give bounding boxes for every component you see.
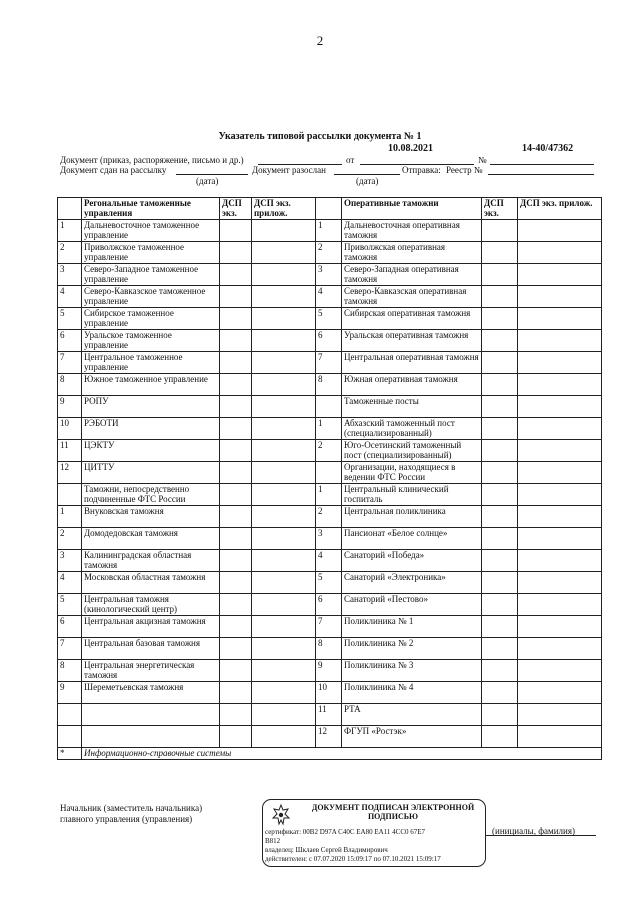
right-dsp-cell xyxy=(482,616,518,638)
table-row xyxy=(58,374,602,396)
right-num-cell: 3 xyxy=(316,528,342,550)
right-num-cell: 10 xyxy=(316,682,342,704)
left-name-cell: Северо-Кавказское таможенное управление xyxy=(82,286,220,308)
left-name-cell: Центральная акцизная таможня xyxy=(82,616,220,638)
right-name-cell: Центральный клинический госпиталь xyxy=(342,484,482,506)
left-dsp-att-cell xyxy=(252,352,316,374)
right-dsp-cell xyxy=(482,264,518,286)
right-dsp-att-cell xyxy=(518,726,602,748)
left-dsp-att-cell xyxy=(252,396,316,418)
from-label: от xyxy=(346,155,355,165)
right-dsp-cell xyxy=(482,660,518,682)
left-dsp-att-cell xyxy=(252,616,316,638)
left-dsp-cell xyxy=(220,286,252,308)
left-dsp-att-cell xyxy=(252,264,316,286)
left-dsp-cell xyxy=(220,638,252,660)
date-caption-sent: (дата) xyxy=(356,176,379,186)
left-dsp-att-cell xyxy=(252,330,316,352)
table-row xyxy=(58,418,602,440)
right-dsp-cell xyxy=(482,484,518,506)
right-dsp-att-cell xyxy=(518,572,602,594)
right-dsp-att-cell xyxy=(518,704,602,726)
left-num-cell: 9 xyxy=(58,682,82,704)
left-num-cell: 7 xyxy=(58,352,82,374)
left-num-cell: 7 xyxy=(58,638,82,660)
right-name-cell: Санаторий «Пестово» xyxy=(342,594,482,616)
right-dsp-att-header: ДСП экз. прилож. xyxy=(518,198,602,220)
left-dsp-cell xyxy=(220,220,252,242)
right-dsp-cell xyxy=(482,330,518,352)
left-num-cell: 10 xyxy=(58,418,82,440)
left-dsp-cell xyxy=(220,242,252,264)
right-name-cell: Поликлиника № 3 xyxy=(342,660,482,682)
left-name-cell: Домодедовская таможня xyxy=(82,528,220,550)
left-num-cell: 8 xyxy=(58,660,82,682)
left-dsp-cell xyxy=(220,396,252,418)
left-name-cell: ЦЭКТУ xyxy=(82,440,220,462)
table-row xyxy=(58,528,602,550)
table-row xyxy=(58,660,602,682)
left-dsp-att-cell xyxy=(252,638,316,660)
right-dsp-att-cell xyxy=(518,528,602,550)
table-row xyxy=(58,726,602,748)
left-name-cell: Северо-Западное таможенное управление xyxy=(82,264,220,286)
left-dsp-cell xyxy=(220,506,252,528)
right-dsp-att-cell xyxy=(518,242,602,264)
right-name-cell: Центральная поликлиника xyxy=(342,506,482,528)
left-dsp-cell xyxy=(220,528,252,550)
right-dsp-att-cell xyxy=(518,638,602,660)
right-dsp-att-cell xyxy=(518,550,602,572)
stamp-owner: владелец: Шклаев Сергей Владимирович xyxy=(265,846,388,854)
left-dsp-att-cell xyxy=(252,506,316,528)
right-num-header xyxy=(316,198,342,220)
left-dsp-cell xyxy=(220,352,252,374)
right-dsp-cell xyxy=(482,462,518,484)
left-num-cell xyxy=(58,484,82,506)
right-dsp-att-cell xyxy=(518,418,602,440)
document-number: 14-40/47362 xyxy=(522,143,574,154)
left-dsp-att-cell xyxy=(252,220,316,242)
right-dsp-att-cell xyxy=(518,264,602,286)
page-number: 2 xyxy=(316,33,324,48)
table-footer-row xyxy=(58,748,602,760)
left-dsp-cell xyxy=(220,374,252,396)
table-row xyxy=(58,682,602,704)
right-dsp-cell xyxy=(482,638,518,660)
right-num-cell: 4 xyxy=(316,286,342,308)
right-dsp-cell xyxy=(482,726,518,748)
right-num-cell: 3 xyxy=(316,264,342,286)
number-label: № xyxy=(478,155,487,165)
left-dsp-att-cell xyxy=(252,726,316,748)
right-num-cell: 2 xyxy=(316,242,342,264)
document-date: 10.08.2021 xyxy=(388,143,433,154)
right-name-cell: РТА xyxy=(342,704,482,726)
left-dsp-att-cell xyxy=(252,594,316,616)
right-name-cell: Санаторий «Электроника» xyxy=(342,572,482,594)
doc-type-label: Документ (приказ, распоряжение, письмо и др.) xyxy=(60,155,244,165)
right-name-cell: Абхазский таможенный пост (специализированный) xyxy=(342,418,482,440)
left-num-cell: 2 xyxy=(58,528,82,550)
left-name-cell: Московская областная таможня xyxy=(82,572,220,594)
table-row xyxy=(58,638,602,660)
left-name-cell: Центральная базовая таможня xyxy=(82,638,220,660)
right-dsp-att-cell xyxy=(518,308,602,330)
right-dsp-att-cell xyxy=(518,484,602,506)
registry-label: Реестр № xyxy=(446,165,483,175)
right-name-cell: Поликлиника № 1 xyxy=(342,616,482,638)
left-name-cell: Центральная таможня (кинологический центр) xyxy=(82,594,220,616)
submitted-label: Документ сдан на рассылку xyxy=(60,165,167,175)
table-header-row xyxy=(58,198,602,220)
left-dsp-cell xyxy=(220,616,252,638)
left-dsp-cell xyxy=(220,308,252,330)
right-dsp-att-cell xyxy=(518,286,602,308)
left-name-cell xyxy=(82,726,220,748)
right-num-cell xyxy=(316,462,342,484)
left-num-cell: 2 xyxy=(58,242,82,264)
right-dsp-cell xyxy=(482,528,518,550)
left-name-cell: Сибирское таможенное управление xyxy=(82,308,220,330)
sent-line xyxy=(334,174,400,175)
right-dsp-cell xyxy=(482,308,518,330)
right-num-cell: 1 xyxy=(316,220,342,242)
left-name-cell: Центральная энергетическая таможня xyxy=(82,660,220,682)
right-name-cell: Дальневосточная оперативная таможня xyxy=(342,220,482,242)
right-dsp-cell xyxy=(482,440,518,462)
right-num-cell: 7 xyxy=(316,352,342,374)
right-dsp-cell xyxy=(482,374,518,396)
right-num-cell: 5 xyxy=(316,572,342,594)
footer-mark: * xyxy=(58,748,82,760)
stamp-validity: действителен: с 07.07.2020 15:09:17 по 07.10.2021 15:09:17 xyxy=(265,855,441,863)
left-dsp-cell xyxy=(220,330,252,352)
sent-label: Документ разослан xyxy=(252,165,326,175)
left-dsp-att-cell xyxy=(252,682,316,704)
left-dsp-cell xyxy=(220,462,252,484)
left-dsp-att-cell xyxy=(252,374,316,396)
right-dsp-att-cell xyxy=(518,374,602,396)
stamp-cert-cont: B812 xyxy=(265,837,281,845)
right-name-cell: Северо-Западная оперативная таможня xyxy=(342,264,482,286)
left-name-cell: Уральское таможенное управление xyxy=(82,330,220,352)
left-num-cell xyxy=(58,726,82,748)
left-num-cell: 1 xyxy=(58,506,82,528)
table-row xyxy=(58,352,602,374)
right-num-cell: 9 xyxy=(316,660,342,682)
left-dsp-att-cell xyxy=(252,462,316,484)
right-name-cell: Центральная оперативная таможня xyxy=(342,352,482,374)
left-num-cell: 1 xyxy=(58,220,82,242)
right-num-cell: 12 xyxy=(316,726,342,748)
left-name-cell xyxy=(82,704,220,726)
left-name-cell: Южное таможенное управление xyxy=(82,374,220,396)
right-num-cell: 7 xyxy=(316,616,342,638)
right-name-cell: Поликлиника № 4 xyxy=(342,682,482,704)
table-row xyxy=(58,462,602,484)
left-num-cell: 5 xyxy=(58,308,82,330)
right-name-cell: Пансионат «Белое солнце» xyxy=(342,528,482,550)
right-dsp-header: ДСП экз. xyxy=(482,198,518,220)
table-row xyxy=(58,704,602,726)
right-name-cell: ФГУП «Ростэк» xyxy=(342,726,482,748)
left-dsp-att-cell xyxy=(252,660,316,682)
table-row xyxy=(58,330,602,352)
right-name-header: Оперативные таможни xyxy=(342,198,482,220)
right-dsp-att-cell xyxy=(518,440,602,462)
right-name-cell: Сибирская оперативная таможня xyxy=(342,308,482,330)
table-row xyxy=(58,440,602,462)
table-row xyxy=(58,396,602,418)
right-dsp-att-cell xyxy=(518,616,602,638)
emblem-icon xyxy=(269,803,293,827)
left-dsp-att-cell xyxy=(252,704,316,726)
table-row xyxy=(58,220,602,242)
right-num-cell xyxy=(316,396,342,418)
left-dsp-cell xyxy=(220,704,252,726)
right-dsp-cell xyxy=(482,704,518,726)
table-row xyxy=(58,286,602,308)
left-name-cell: ЦИТТУ xyxy=(82,462,220,484)
right-dsp-att-cell xyxy=(518,352,602,374)
left-dsp-cell xyxy=(220,594,252,616)
distribution-table xyxy=(57,197,602,760)
right-dsp-att-cell xyxy=(518,220,602,242)
right-dsp-cell xyxy=(482,352,518,374)
left-dsp-header: ДСП экз. xyxy=(220,198,252,220)
right-name-cell: Приволжская оперативная таможня xyxy=(342,242,482,264)
left-dsp-att-cell xyxy=(252,418,316,440)
left-name-cell: Внуковская таможня xyxy=(82,506,220,528)
right-dsp-cell xyxy=(482,286,518,308)
right-dsp-att-cell xyxy=(518,462,602,484)
right-dsp-cell xyxy=(482,220,518,242)
left-name-cell: РЭБОТИ xyxy=(82,418,220,440)
right-num-cell: 8 xyxy=(316,374,342,396)
left-dsp-cell xyxy=(220,440,252,462)
left-dsp-cell xyxy=(220,550,252,572)
right-dsp-cell xyxy=(482,572,518,594)
left-dsp-cell xyxy=(220,726,252,748)
table-row xyxy=(58,572,602,594)
table-row xyxy=(58,550,602,572)
right-dsp-att-cell xyxy=(518,660,602,682)
left-dsp-att-cell xyxy=(252,286,316,308)
left-name-cell: Центральное таможенное управление xyxy=(82,352,220,374)
left-dsp-cell xyxy=(220,572,252,594)
right-num-cell: 2 xyxy=(316,506,342,528)
stamp-cert: сертификат: 00B2 D97A C40C EA80 EA11 4CC0 67E7 xyxy=(265,828,426,836)
left-num-cell xyxy=(58,704,82,726)
right-num-cell: 1 xyxy=(316,418,342,440)
left-num-cell: 3 xyxy=(58,550,82,572)
right-name-cell: Юго-Осетинский таможенный пост (специализированный) xyxy=(342,440,482,462)
table-row xyxy=(58,616,602,638)
right-name-cell: Уральская оперативная таможня xyxy=(342,330,482,352)
left-num-cell: 6 xyxy=(58,330,82,352)
right-num-cell: 8 xyxy=(316,638,342,660)
left-dsp-cell xyxy=(220,264,252,286)
shipment-label: Отправка: xyxy=(402,165,441,175)
distribution-list-title: Указатель типовой рассылки документа № 1 xyxy=(218,131,422,142)
right-dsp-cell xyxy=(482,594,518,616)
left-name-cell: Калининградская областная таможня xyxy=(82,550,220,572)
right-dsp-att-cell xyxy=(518,506,602,528)
right-dsp-cell xyxy=(482,550,518,572)
right-dsp-cell xyxy=(482,418,518,440)
right-name-cell: Таможенные посты xyxy=(342,396,482,418)
date-caption-submitted: (дата) xyxy=(196,176,219,186)
right-num-cell: 6 xyxy=(316,594,342,616)
left-dsp-cell xyxy=(220,660,252,682)
left-name-cell: Приволжское таможенное управление xyxy=(82,242,220,264)
left-num-cell: 5 xyxy=(58,594,82,616)
number-line xyxy=(490,164,594,165)
right-dsp-cell xyxy=(482,506,518,528)
signatory-position: Начальник (заместитель начальника) главного управления (управления) xyxy=(60,803,203,824)
submitted-line xyxy=(176,174,248,175)
footer-text: Информационно-справочные системы xyxy=(82,748,602,760)
right-dsp-att-cell xyxy=(518,682,602,704)
left-num-cell: 4 xyxy=(58,286,82,308)
table-row xyxy=(58,484,602,506)
table-row xyxy=(58,594,602,616)
electronic-signature-stamp xyxy=(262,799,486,867)
left-num-cell: 3 xyxy=(58,264,82,286)
right-dsp-att-cell xyxy=(518,330,602,352)
right-num-cell: 2 xyxy=(316,440,342,462)
table-row xyxy=(58,264,602,286)
left-dsp-cell xyxy=(220,484,252,506)
left-dsp-att-cell xyxy=(252,528,316,550)
right-num-cell: 5 xyxy=(316,308,342,330)
table-row xyxy=(58,506,602,528)
registry-line xyxy=(488,174,594,175)
left-num-cell: 4 xyxy=(58,572,82,594)
right-name-cell: Организации, находящиеся в ведении ФТС России xyxy=(342,462,482,484)
right-dsp-cell xyxy=(482,242,518,264)
left-dsp-cell xyxy=(220,682,252,704)
left-dsp-att-cell xyxy=(252,242,316,264)
right-num-cell: 11 xyxy=(316,704,342,726)
right-name-cell: Южная оперативная таможня xyxy=(342,374,482,396)
left-dsp-att-cell xyxy=(252,484,316,506)
left-dsp-att-cell xyxy=(252,572,316,594)
left-dsp-att-cell xyxy=(252,308,316,330)
right-dsp-cell xyxy=(482,396,518,418)
left-num-cell: 12 xyxy=(58,462,82,484)
left-name-cell: РОПУ xyxy=(82,396,220,418)
right-num-cell: 1 xyxy=(316,484,342,506)
left-num-cell: 11 xyxy=(58,440,82,462)
stamp-title: ДОКУМЕНТ ПОДПИСАН ЭЛЕКТРОННОЙ ПОДПИСЬЮ xyxy=(311,803,475,821)
left-num-cell: 8 xyxy=(58,374,82,396)
right-name-cell: Северо-Кавказская оперативная таможня xyxy=(342,286,482,308)
right-dsp-att-cell xyxy=(518,396,602,418)
table-row xyxy=(58,242,602,264)
left-dsp-att-header: ДСП экз. прилож. xyxy=(252,198,316,220)
left-dsp-att-cell xyxy=(252,550,316,572)
left-name-header: Регональные таможенные управления xyxy=(82,198,220,220)
left-dsp-att-cell xyxy=(252,440,316,462)
left-num-header xyxy=(58,198,82,220)
left-name-cell: Шереметьевская таможня xyxy=(82,682,220,704)
right-num-cell: 4 xyxy=(316,550,342,572)
left-num-cell: 9 xyxy=(58,396,82,418)
right-num-cell: 6 xyxy=(316,330,342,352)
right-name-cell: Санаторий «Победа» xyxy=(342,550,482,572)
initials-caption: (инициалы, фамилия) xyxy=(492,826,575,836)
left-dsp-cell xyxy=(220,418,252,440)
right-dsp-att-cell xyxy=(518,594,602,616)
right-dsp-cell xyxy=(482,682,518,704)
left-name-cell: Дальневосточное таможенное управление xyxy=(82,220,220,242)
right-name-cell: Поликлиника № 2 xyxy=(342,638,482,660)
table-row xyxy=(58,308,602,330)
left-num-cell: 6 xyxy=(58,616,82,638)
left-name-cell: Таможни, непосредственно подчиненные ФТС России xyxy=(82,484,220,506)
